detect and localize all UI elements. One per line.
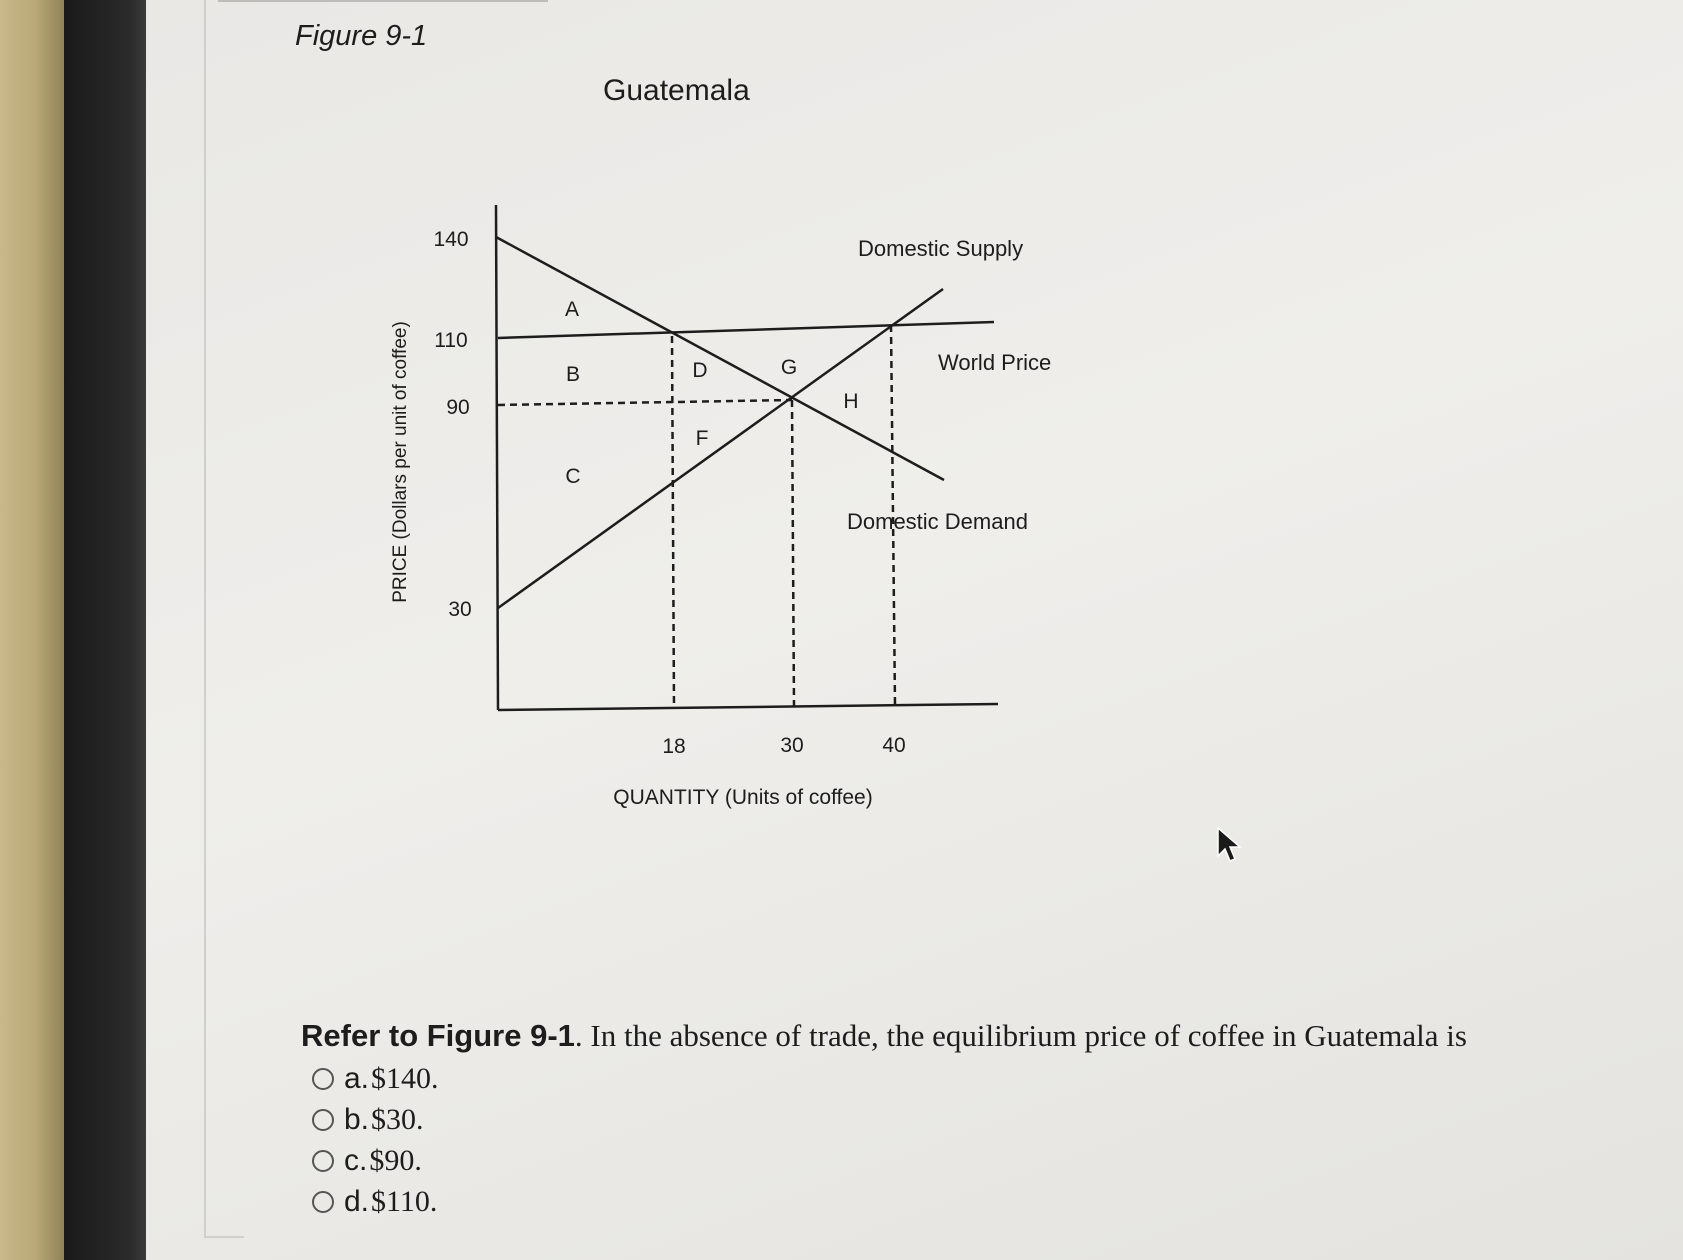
option-b[interactable] bbox=[312, 1099, 439, 1140]
region-label: F bbox=[695, 427, 709, 450]
option-a[interactable] bbox=[312, 1058, 439, 1099]
region-label: D bbox=[692, 359, 708, 382]
option-value: $110. bbox=[371, 1184, 438, 1218]
dashed-guide-vertical bbox=[792, 400, 794, 706]
y-axis bbox=[496, 205, 498, 710]
option-value: $90. bbox=[369, 1143, 422, 1177]
world-price-line bbox=[498, 322, 994, 338]
mouse-pointer-icon bbox=[1216, 826, 1244, 864]
option-value: $30. bbox=[371, 1102, 424, 1136]
dashed-guide-vertical bbox=[672, 336, 674, 708]
option-letter: a. bbox=[344, 1061, 370, 1095]
region-label: G bbox=[780, 356, 798, 379]
option-letter: c. bbox=[344, 1143, 368, 1177]
region-label: A bbox=[564, 298, 580, 321]
supply-curve-label: Domestic Supply bbox=[858, 236, 1024, 261]
option-value: $140. bbox=[371, 1061, 439, 1095]
x-axis-label: QUANTITY (Units of coffee) bbox=[613, 786, 873, 809]
option-letter: d. bbox=[344, 1184, 370, 1218]
y-tick-label: 140 bbox=[433, 228, 469, 251]
radio-button[interactable] bbox=[312, 1191, 334, 1213]
y-tick-label: 110 bbox=[434, 329, 468, 352]
x-tick-label: 30 bbox=[780, 734, 804, 757]
radio-button[interactable] bbox=[312, 1150, 334, 1172]
question-text bbox=[301, 1018, 1541, 1054]
region-label: C bbox=[565, 465, 581, 488]
chart-title: Guatemala bbox=[603, 74, 750, 107]
domestic-demand-line bbox=[496, 237, 944, 480]
y-tick-label: 90 bbox=[446, 396, 470, 419]
answer-options bbox=[312, 1058, 439, 1222]
x-axis bbox=[498, 704, 998, 710]
demand-curve-label: Domestic Demand bbox=[847, 509, 1028, 534]
radio-button[interactable] bbox=[312, 1109, 334, 1131]
x-tick-label: 18 bbox=[662, 735, 686, 758]
radio-button[interactable] bbox=[312, 1068, 334, 1090]
region-label: H bbox=[843, 390, 859, 413]
question-reference: Refer to Figure 9-1 bbox=[301, 1018, 575, 1053]
y-tick-label: 30 bbox=[448, 598, 472, 621]
question-body: . In the absence of trade, the equilibrium price of coffee in Guatemala is bbox=[574, 1018, 1467, 1053]
x-tick-label: 40 bbox=[882, 734, 906, 757]
option-d[interactable] bbox=[312, 1181, 439, 1222]
option-c[interactable] bbox=[312, 1140, 439, 1181]
option-letter: b. bbox=[344, 1102, 370, 1136]
world-price-label: World Price bbox=[938, 350, 1052, 375]
figure-label: Figure 9-1 bbox=[295, 20, 428, 52]
region-label: B bbox=[565, 363, 581, 386]
y-axis-label: PRICE (Dollars per unit of coffee) bbox=[390, 321, 411, 603]
dashed-guide-horizontal bbox=[498, 400, 792, 405]
